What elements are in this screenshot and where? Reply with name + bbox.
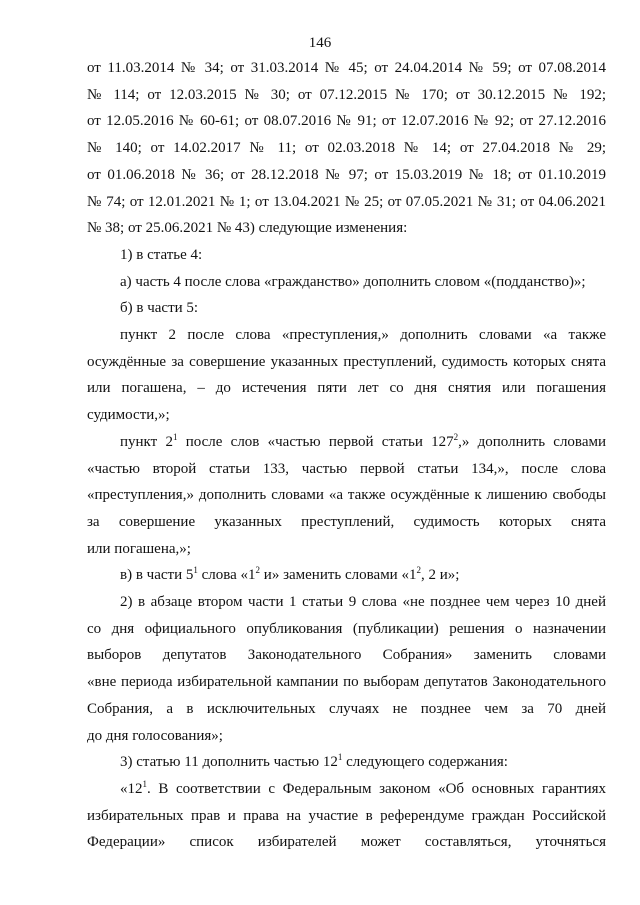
superscript: 2	[416, 565, 421, 576]
item-1: 1) в статье 4:	[120, 246, 203, 263]
text-line: от 12.05.2016 № 60-61; от 08.07.2016 № 91; от 12.07.2016 № 92; от 27.12.2016	[87, 113, 606, 130]
item-2-line: выборов депутатов Законодательного Собрания» заменить словами	[87, 647, 606, 664]
text-line: № 74; от 12.01.2021 № 1; от 13.04.2021 № 25; от 07.05.2021 № 31; от 04.06.2021	[87, 193, 606, 210]
text-line: № 38; от 25.06.2021 № 43) следующие изменения:	[87, 220, 408, 237]
page-number: 146	[308, 35, 332, 51]
text-line: от 01.06.2018 № 36; от 28.12.2018 № 97; от 15.03.2019 № 18; от 01.10.2019	[87, 166, 606, 183]
quote-line: «$12^1$. В соответствии с Федеральным законом «Об основных гарантиях	[120, 778, 606, 797]
text-line: от 11.03.2014 № 34; от 31.03.2014 № 45; от 24.04.2014 № 59; от 07.08.2014	[87, 60, 606, 76]
superscript: 1	[142, 778, 147, 789]
item-2-line: до дня голосования»;	[87, 727, 223, 744]
superscript: 2	[255, 565, 261, 576]
item-2-line: «вне периода избирательной кампании по выборам депутатов Законодательного	[87, 674, 606, 691]
point-2-line: или погашена, – до истечения пяти лет со дня снятия или погашения	[87, 380, 606, 397]
item-b: б) в части 5:	[120, 300, 199, 317]
point-2-1-line: «преступления,» дополнить словами «а также осуждённые к лишению свободы	[87, 487, 606, 504]
item-2-line: со дня официального опубликования (публикации) решения о назначении	[87, 620, 606, 637]
item-2-line: Собрания, а в исключительных случаях не позднее чем за 70 дней	[87, 700, 606, 717]
superscript: 2	[453, 431, 459, 442]
item-2-line: 2) в абзаце втором части 1 статьи 9 слова «не позднее чем через 10 дней	[120, 594, 606, 611]
superscript: 1	[172, 431, 178, 442]
item-v: в) в части $5^1$ слова «$1^2$ и» заменить словами «$1^2$, 2 и»;	[120, 565, 460, 584]
text-line: № 114; от 12.03.2015 № 30; от 07.12.2015 № 170; от 30.12.2015 № 192;	[87, 86, 606, 103]
superscript: 1	[193, 565, 198, 576]
point-2-1-line: «частью второй статьи 133, частью первой статьи 134,», после слова	[87, 460, 606, 477]
quote-line: избирательных прав и права на участие в референдуме граждан Российской	[87, 807, 606, 824]
item-3: 3) статью 11 дополнить частью $12^1$ следующего содержания:	[120, 752, 508, 771]
quote-line: Федерации» список избирателей может составляться, уточняться	[87, 834, 606, 851]
superscript: 1	[337, 752, 343, 763]
point-2-line: пункт 2 после слова «преступления,» дополнить словами «а также	[120, 327, 606, 344]
point-2-1-line: за совершение указанных преступлений, судимость которых снята	[87, 513, 606, 530]
point-2-line: судимости,»;	[87, 407, 170, 424]
item-a: а) часть 4 после слова «гражданство» дополнить словом «(подданство)»;	[120, 273, 586, 290]
point-2-1-line: пункт $2^1$ после слов «частью первой статьи $127^2$,» дополнить словами	[120, 431, 606, 450]
point-2-1-line: или погашена,»;	[87, 540, 191, 557]
text-line: № 140; от 14.02.2017 № 11; от 02.03.2018 № 14; от 27.04.2018 № 29;	[87, 140, 606, 157]
point-2-line: осуждённые за совершение указанных преступлений, судимость которых снята	[87, 353, 606, 370]
document-body	[87, 55, 606, 856]
